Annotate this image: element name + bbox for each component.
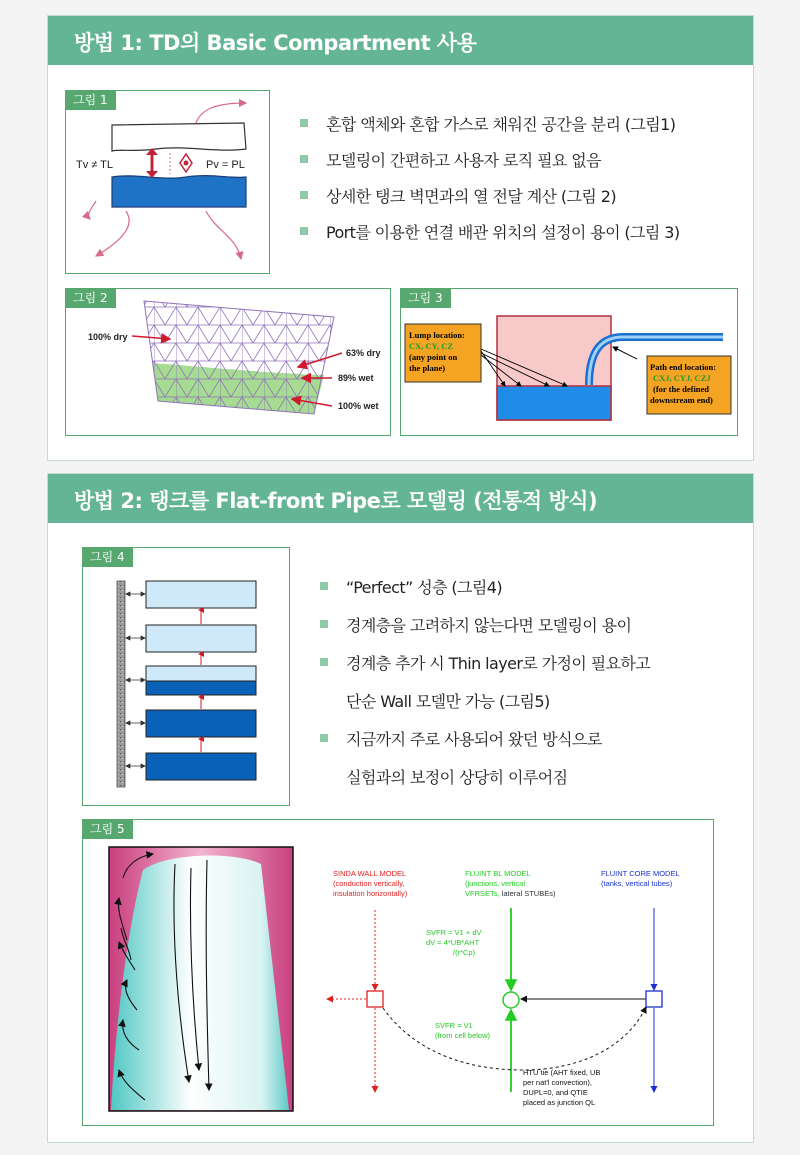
sinda-node	[367, 991, 383, 1007]
method1-title: 방법 1: TD의 Basic Compartment 사용	[48, 16, 753, 65]
figure-4-tag: 그림 4	[82, 547, 133, 567]
layer-1	[146, 581, 256, 608]
core-node	[646, 991, 662, 1007]
htu-line-2: per nat'l convection),	[523, 1078, 592, 1087]
fig2-label-100wet: 100% wet	[338, 401, 379, 411]
lump-note-2: the plane)	[409, 363, 446, 373]
fig1-right-label: Pv = PL	[206, 159, 245, 171]
figure-2	[65, 288, 391, 436]
layer-4	[146, 710, 256, 737]
lump-note-1: (any point on	[409, 352, 458, 362]
tank-fluid	[111, 855, 289, 1110]
bl-line-1: (junctions, vertical	[465, 879, 526, 888]
figure-2-diagram	[66, 289, 390, 435]
figure-5	[82, 819, 714, 1126]
method2-bullet: “Perfect” 성층 (그림4)	[320, 575, 650, 613]
figure-1	[65, 90, 270, 274]
method1-bullet-list	[300, 112, 679, 256]
method2-bullet: 경계층 추가 시 Thin layer로 가정이 필요하고	[320, 651, 650, 689]
figure-4	[82, 547, 290, 806]
figure-3-diagram	[401, 289, 737, 435]
core-line-1: (tanks, vertical tubes)	[601, 879, 673, 888]
method2-bullet-continuation: 실험과의 보정이 상당히 이루어짐	[346, 768, 568, 787]
method2-bullet-continuation: 단순 Wall 모델만 가능 (그림5)	[346, 692, 550, 711]
method2-title: 방법 2: 탱크를 Flat-front Pipe로 모델링 (전통적 방식)	[48, 474, 753, 523]
method1-bullet: 상세한 탱크 벽면과의 열 전달 계산 (그림 2)	[300, 184, 679, 220]
figure-2-tag: 그림 2	[65, 288, 116, 308]
path-note-2: downstream end)	[650, 395, 713, 405]
path-title: Path end location:	[650, 362, 717, 372]
fig2-label-63: 63% dry	[346, 348, 381, 358]
sinda-line-1: (conduction vertically,	[333, 879, 405, 888]
svfr2-b: (from cell below)	[435, 1031, 491, 1040]
figure-3	[400, 288, 738, 436]
htu-tie-curve	[383, 1007, 646, 1070]
htu-line-3: DUPL=0, and QTIE	[523, 1088, 588, 1097]
layer-3-top	[146, 666, 256, 681]
method2-bullet: 지금까지 주로 사용되어 왔던 방식으로	[320, 727, 650, 765]
path-coords: CXJ, CYJ, CZJ	[653, 373, 711, 383]
layer-5	[146, 753, 256, 780]
layer-3-bottom	[146, 681, 256, 695]
bl-line-2	[465, 889, 556, 898]
method1-bullet: Port를 이용한 연결 배관 위치의 설정이 용이 (그림 3)	[300, 220, 679, 256]
path-note-1: (for the defined	[653, 384, 710, 394]
core-title: FLUINT CORE MODEL	[601, 869, 680, 878]
figure-3-tag: 그림 3	[400, 288, 451, 308]
lump-coords: CX, CY, CZ	[409, 341, 454, 351]
method2-bullet-list	[320, 575, 650, 803]
wall	[117, 581, 125, 787]
figure-1-diagram	[66, 91, 269, 273]
figure-4-diagram	[83, 548, 289, 805]
vapor-block	[112, 123, 246, 151]
method1-bullet: 모델링이 간편하고 사용자 로직 필요 없음	[300, 148, 679, 184]
bl-line-2a: VFRSETs,	[465, 889, 502, 898]
sinda-line-2: insulation horizontally)	[333, 889, 408, 898]
bl-junction	[503, 992, 519, 1008]
layer-2	[146, 625, 256, 652]
htu-line-1: HTU tie (AHT fixed, UB	[523, 1068, 601, 1077]
bl-line-2b: lateral STUBEs)	[501, 889, 556, 898]
lump-title: Lump location:	[409, 330, 465, 340]
fig1-left-label: Tv ≠ TL	[76, 159, 114, 171]
figure-5-tag: 그림 5	[82, 819, 133, 839]
fig2-label-89: 89% wet	[338, 373, 374, 383]
figure-5-diagram	[83, 820, 713, 1125]
tank-liquid	[497, 386, 611, 420]
method2-bullet: 경계층을 고려하지 않는다면 모델링이 용이	[320, 613, 650, 651]
figure-1-tag: 그림 1	[65, 90, 116, 110]
svfr1-a: SVFR = V1 + dV	[426, 928, 482, 937]
method1-card	[47, 15, 754, 461]
fig2-label-dry: 100% dry	[88, 332, 128, 342]
sinda-title: SINDA WALL MODEL	[333, 869, 407, 878]
method1-bullet: 혼합 액체와 혼합 가스로 채워진 공간을 분리 (그림1)	[300, 112, 679, 148]
svfr1-c: /(r*Cp)	[453, 948, 476, 957]
vapor-out-arrow	[196, 103, 246, 123]
bl-title: FLUINT BL MODEL	[465, 869, 531, 878]
htu-line-4: placed as junction QL	[523, 1098, 596, 1107]
svfr1-b: dV = 4*UB*AHT	[426, 938, 480, 947]
liquid-block	[112, 176, 246, 207]
svfr2-a: SVFR = V1	[435, 1021, 473, 1030]
method2-card	[47, 473, 754, 1143]
